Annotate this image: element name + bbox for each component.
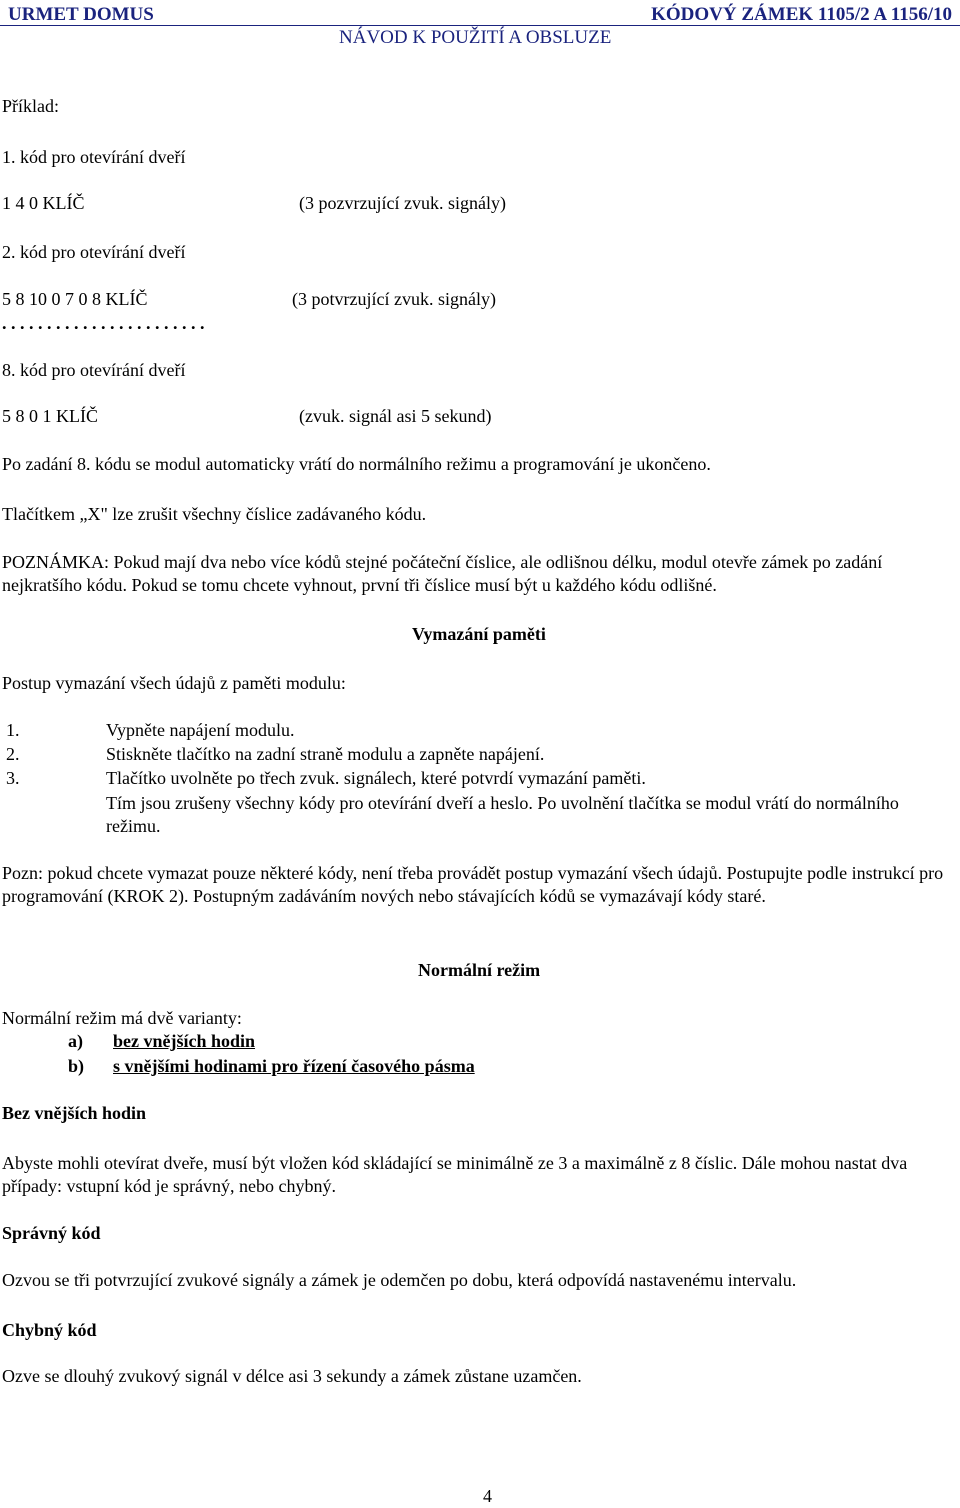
code1-title: 1. kód pro otevírání dveří [2,147,186,167]
example-label: Příklad: [2,96,59,116]
poznamka-paragraph: POZNÁMKA: Pokud mají dva nebo více kódů stejné počáteční číslice, ale odlišnou délku, modul otevře zámek po zadání nejkratšího kódu. Pokud se tomu chcete vyhnout, první tři číslice musí být u každého kódu odlišné. [2,552,883,596]
step-text: Vypněte napájení modulu. [106,720,295,740]
correct-code-text: Ozvou se tři potvrzující zvukové signály a zámek je odemčen po dobu, která odpovídá nastavenému intervalu. [2,1270,797,1290]
header-divider [0,25,960,26]
memory-result: Tím jsou zrušeny všechny kódy pro otevírání dveří a heslo. Po uvolnění tlačítka se modul vrátí do normálního režimu. [106,793,899,837]
code1-sequence: 1 4 0 KLÍČ [2,193,85,213]
memory-step [2,744,544,766]
wrong-code-heading: Chybný kód [2,1320,97,1340]
step-number: 2. [6,744,20,764]
company-name: URMET DOMUS [8,4,154,25]
variant-a-text: bez vnějších hodin [113,1031,256,1051]
memory-pozn: Pozn: pokud chcete vymazat pouze některé kódy, není třeba provádět postup vymazání všech údajů. Postupujte podle instrukcí pro programování (KROK 2). Postupným zadáváním nových nebo stávajících kódů se vymazávají kódy staré. [2,863,944,907]
page-number: 4 [483,1486,492,1506]
cancel-note: Tlačítkem „X" lze zrušit všechny číslice zadávaného kódu. [2,504,427,524]
code1-note: (3 pozvrzující zvuk. signály) [299,193,506,213]
correct-code-heading: Správný kód [2,1223,101,1243]
after-entry-text: Po zadání 8. kódu se modul automaticky vrátí do normálního režimu a programování je ukončeno. [2,454,711,474]
code2-note: (3 potvrzující zvuk. signály) [292,289,496,309]
wrong-code-text: Ozve se dlouhý zvukový signál v délce asi 3 sekundy a zámek zůstane uzamčen. [2,1366,582,1386]
without-clock-text: Abyste mohli otevírat dveře, musí být vložen kód skládající se minimálně ze 3 a maximálně z 8 číslic. Dále mohou nastat dva případy: vstupní kód je správný, nebo chybný. [2,1153,908,1197]
variant-a-label: a) [68,1031,83,1051]
normal-intro: Normální režim má dvě varianty: [2,1008,242,1028]
variant-b [2,1056,475,1078]
ellipsis-dots: . . . . . . . . . . . . . . . . . . . . . . . [2,313,205,333]
variant-a [2,1031,255,1053]
memory-step [2,720,294,742]
step-number: 1. [6,720,20,740]
step-text: Tlačítko uvolněte po třech zvuk. signálech, které potvrdí vymazání paměti. [106,768,646,788]
code2-sequence: 5 8 10 0 7 0 8 KLÍČ [2,289,148,309]
code8-sequence: 5 8 0 1 KLÍČ [2,406,98,426]
without-clock-heading: Bez vnějších hodin [2,1103,147,1123]
normal-heading: Normální režim [418,960,541,980]
memory-step [2,768,646,790]
step-text: Stiskněte tlačítko na zadní straně modulu a zapněte napájení. [106,744,545,764]
document-subtitle: NÁVOD K POUŽITÍ A OBSLUZE [339,27,612,48]
product-title: KÓDOVÝ ZÁMEK 1105/2 A 1156/10 [651,4,952,25]
variant-b-text: s vnějšími hodinami pro řízení časového pásma [113,1056,475,1076]
step-number: 3. [6,768,20,788]
memory-heading: Vymazání paměti [412,624,546,644]
variant-b-label: b) [68,1056,85,1076]
code8-title: 8. kód pro otevírání dveří [2,360,186,380]
code2-title: 2. kód pro otevírání dveří [2,242,186,262]
code8-note: (zvuk. signál asi 5 sekund) [299,406,492,426]
memory-intro: Postup vymazání všech údajů z paměti modulu: [2,673,346,693]
